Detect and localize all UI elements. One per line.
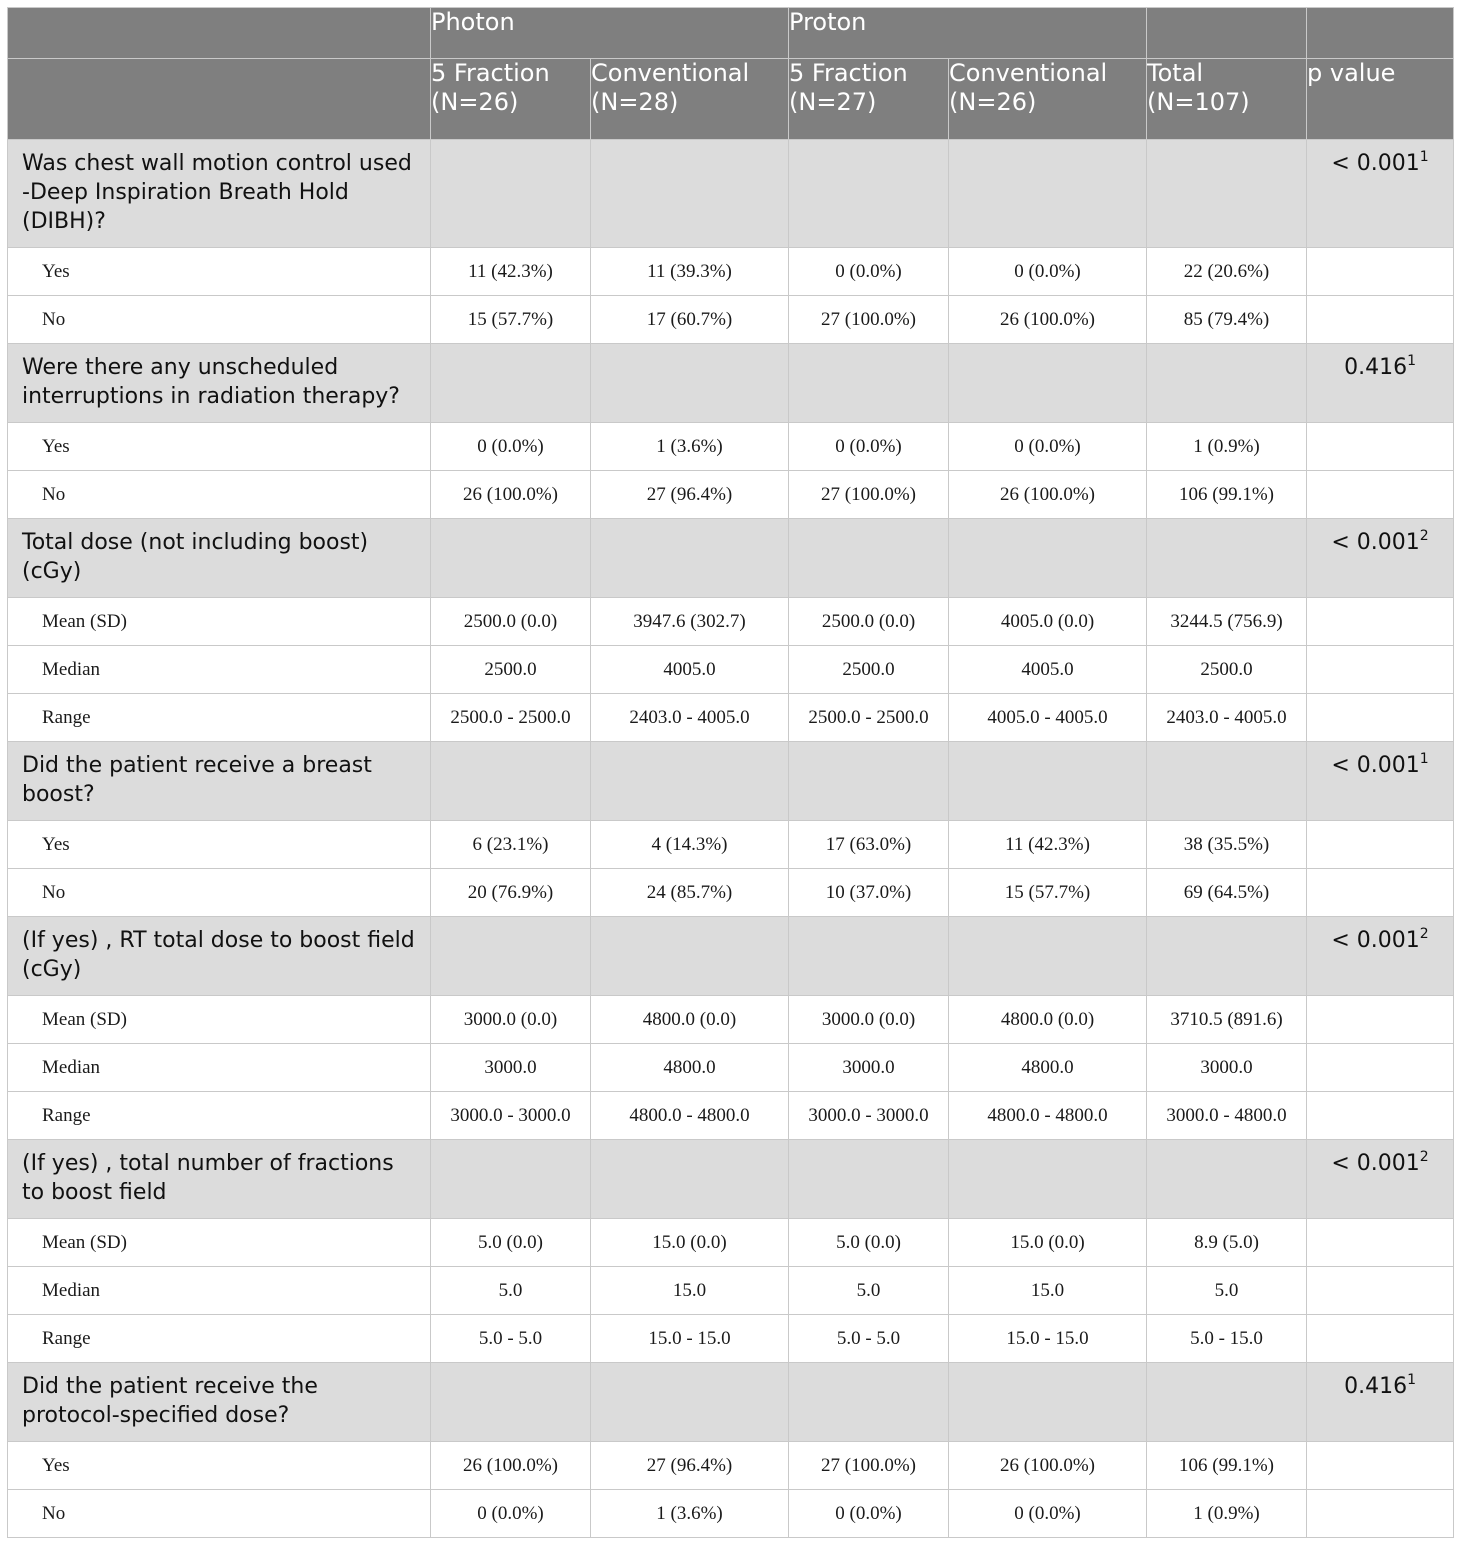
table-cell: 3000.0 (0.0) <box>431 996 591 1044</box>
p-value-empty-cell <box>1307 694 1454 742</box>
row-label: Mean (SD) <box>8 598 431 646</box>
question-label: Were there any unscheduled interruptions in radiation therapy? <box>8 344 431 423</box>
row-label: Median <box>8 1044 431 1092</box>
table-cell: 3000.0 - 4800.0 <box>1147 1092 1307 1140</box>
question-empty-cell <box>591 519 789 598</box>
p-value-footnote-marker: 1 <box>1407 353 1416 369</box>
table-cell: 4005.0 <box>591 646 789 694</box>
table-row <box>8 996 1454 1044</box>
question-label: (If yes) , RT total dose to boost field (cGy) <box>8 917 431 996</box>
table-cell: 4005.0 (0.0) <box>949 598 1147 646</box>
p-value-cell <box>1307 917 1454 996</box>
question-label: Did the patient receive a breast boost? <box>8 742 431 821</box>
table-cell: 24 (85.7%) <box>591 869 789 917</box>
table-cell: 0 (0.0%) <box>789 423 949 471</box>
table-cell: 0 (0.0%) <box>431 423 591 471</box>
row-label: Median <box>8 646 431 694</box>
header-col-proton-5-fraction: 5 Fraction (N=27) <box>789 59 949 140</box>
p-value-empty-cell <box>1307 1315 1454 1363</box>
table-cell: 4800.0 - 4800.0 <box>591 1092 789 1140</box>
p-value-footnote-marker: 2 <box>1419 926 1429 942</box>
row-label: No <box>8 296 431 344</box>
header-empty-cell <box>8 8 431 59</box>
question-row <box>8 344 1454 423</box>
table-cell: 5.0 (0.0) <box>431 1219 591 1267</box>
header-empty-cell <box>1147 8 1307 59</box>
header-col-photon-5-fraction: 5 Fraction (N=26) <box>431 59 591 140</box>
header-group-proton: Proton <box>789 8 1147 59</box>
header-col-proton-conventional: Conventional (N=26) <box>949 59 1147 140</box>
table-cell: 11 (42.3%) <box>431 248 591 296</box>
question-empty-cell <box>591 742 789 821</box>
results-table <box>7 7 1454 1538</box>
question-empty-cell <box>591 917 789 996</box>
p-value-empty-cell <box>1307 1267 1454 1315</box>
table-cell: 27 (96.4%) <box>591 1442 789 1490</box>
header-group-photon: Photon <box>431 8 789 59</box>
table-row <box>8 1044 1454 1092</box>
p-value-empty-cell <box>1307 248 1454 296</box>
table-cell: 3000.0 - 3000.0 <box>789 1092 949 1140</box>
question-empty-cell <box>789 140 949 248</box>
question-empty-cell <box>949 140 1147 248</box>
table-cell: 5.0 (0.0) <box>789 1219 949 1267</box>
question-empty-cell <box>789 742 949 821</box>
table-cell: 15.0 - 15.0 <box>949 1315 1147 1363</box>
table-row <box>8 821 1454 869</box>
table-cell: 10 (37.0%) <box>789 869 949 917</box>
table-cell: 4800.0 <box>949 1044 1147 1092</box>
question-empty-cell <box>789 344 949 423</box>
row-label: Range <box>8 1092 431 1140</box>
table-cell: 2500.0 <box>1147 646 1307 694</box>
p-value: < 0.001 <box>1331 1151 1420 1176</box>
table-cell: 2500.0 - 2500.0 <box>431 694 591 742</box>
p-value-empty-cell <box>1307 423 1454 471</box>
question-empty-cell <box>1147 917 1307 996</box>
p-value-empty-cell <box>1307 1044 1454 1092</box>
table-cell: 26 (100.0%) <box>949 1442 1147 1490</box>
row-label: No <box>8 471 431 519</box>
question-empty-cell <box>789 1363 949 1442</box>
table-cell: 106 (99.1%) <box>1147 1442 1307 1490</box>
table-row <box>8 1490 1454 1538</box>
table-row <box>8 1092 1454 1140</box>
table-row <box>8 296 1454 344</box>
table-cell: 26 (100.0%) <box>949 471 1147 519</box>
table-cell: 5.0 <box>431 1267 591 1315</box>
table-cell: 22 (20.6%) <box>1147 248 1307 296</box>
question-row <box>8 140 1454 248</box>
table-cell: 26 (100.0%) <box>431 471 591 519</box>
question-empty-cell <box>431 917 591 996</box>
question-empty-cell <box>949 1140 1147 1219</box>
row-label: No <box>8 1490 431 1538</box>
question-empty-cell <box>591 140 789 248</box>
question-empty-cell <box>1147 1363 1307 1442</box>
p-value-empty-cell <box>1307 821 1454 869</box>
question-empty-cell <box>1147 519 1307 598</box>
header-col-photon-conventional: Conventional (N=28) <box>591 59 789 140</box>
table-cell: 3710.5 (891.6) <box>1147 996 1307 1044</box>
p-value-empty-cell <box>1307 471 1454 519</box>
p-value-cell <box>1307 1140 1454 1219</box>
question-row <box>8 519 1454 598</box>
row-label: Yes <box>8 1442 431 1490</box>
table-cell: 0 (0.0%) <box>789 1490 949 1538</box>
table-cell: 2500.0 <box>431 646 591 694</box>
table-row <box>8 248 1454 296</box>
table-row <box>8 694 1454 742</box>
table-row <box>8 1219 1454 1267</box>
question-empty-cell <box>591 1140 789 1219</box>
table-cell: 27 (100.0%) <box>789 1442 949 1490</box>
question-empty-cell <box>949 742 1147 821</box>
question-empty-cell <box>431 140 591 248</box>
table-cell: 27 (100.0%) <box>789 296 949 344</box>
table-cell: 0 (0.0%) <box>949 248 1147 296</box>
question-label: (If yes) , total number of fractions to boost field <box>8 1140 431 1219</box>
question-label: Did the patient receive the protocol-specified dose? <box>8 1363 431 1442</box>
table-cell: 106 (99.1%) <box>1147 471 1307 519</box>
p-value-cell <box>1307 519 1454 598</box>
p-value-cell <box>1307 140 1454 248</box>
question-empty-cell <box>431 742 591 821</box>
p-value-cell <box>1307 344 1454 423</box>
table-cell: 85 (79.4%) <box>1147 296 1307 344</box>
question-label: Total dose (not including boost) (cGy) <box>8 519 431 598</box>
table-cell: 11 (39.3%) <box>591 248 789 296</box>
p-value-footnote-marker: 1 <box>1419 751 1429 767</box>
table-cell: 15.0 - 15.0 <box>591 1315 789 1363</box>
table-cell: 38 (35.5%) <box>1147 821 1307 869</box>
table-cell: 2500.0 <box>789 646 949 694</box>
table-row <box>8 869 1454 917</box>
table-cell: 0 (0.0%) <box>949 423 1147 471</box>
p-value-empty-cell <box>1307 1490 1454 1538</box>
table-cell: 4005.0 <box>949 646 1147 694</box>
question-empty-cell <box>789 519 949 598</box>
table-cell: 27 (96.4%) <box>591 471 789 519</box>
table-cell: 15.0 <box>949 1267 1147 1315</box>
table-cell: 1 (3.6%) <box>591 423 789 471</box>
question-empty-cell <box>431 344 591 423</box>
table-cell: 4800.0 <box>591 1044 789 1092</box>
table-body <box>8 140 1454 1538</box>
question-empty-cell <box>1147 140 1307 248</box>
table-cell: 3947.6 (302.7) <box>591 598 789 646</box>
p-value: < 0.001 <box>1331 151 1420 176</box>
table-cell: 0 (0.0%) <box>431 1490 591 1538</box>
table-cell: 3000.0 (0.0) <box>789 996 949 1044</box>
table-cell: 4800.0 (0.0) <box>949 996 1147 1044</box>
table-cell: 26 (100.0%) <box>949 296 1147 344</box>
row-label: Mean (SD) <box>8 996 431 1044</box>
table-cell: 5.0 <box>789 1267 949 1315</box>
table-cell: 15 (57.7%) <box>431 296 591 344</box>
header-col-total: Total (N=107) <box>1147 59 1307 140</box>
header-empty-cell <box>1307 8 1454 59</box>
p-value: 0.416 <box>1344 1374 1408 1399</box>
table-row <box>8 1267 1454 1315</box>
table-row <box>8 646 1454 694</box>
table-cell: 2403.0 - 4005.0 <box>1147 694 1307 742</box>
row-label: Yes <box>8 821 431 869</box>
table-row <box>8 471 1454 519</box>
table-cell: 15.0 (0.0) <box>949 1219 1147 1267</box>
question-empty-cell <box>431 519 591 598</box>
question-empty-cell <box>1147 344 1307 423</box>
table-cell: 3244.5 (756.9) <box>1147 598 1307 646</box>
row-label: Median <box>8 1267 431 1315</box>
row-label: No <box>8 869 431 917</box>
header-group-row <box>8 8 1454 59</box>
question-empty-cell <box>949 519 1147 598</box>
table-cell: 17 (60.7%) <box>591 296 789 344</box>
p-value-empty-cell <box>1307 598 1454 646</box>
table-cell: 11 (42.3%) <box>949 821 1147 869</box>
table-cell: 5.0 - 5.0 <box>431 1315 591 1363</box>
table-cell: 4800.0 (0.0) <box>591 996 789 1044</box>
p-value-empty-cell <box>1307 996 1454 1044</box>
table-cell: 15 (57.7%) <box>949 869 1147 917</box>
table-cell: 5.0 <box>1147 1267 1307 1315</box>
table-cell: 17 (63.0%) <box>789 821 949 869</box>
table-cell: 3000.0 <box>789 1044 949 1092</box>
p-value-footnote-marker: 2 <box>1419 1149 1429 1165</box>
question-empty-cell <box>949 1363 1147 1442</box>
header-col-p-value: p value <box>1307 59 1454 140</box>
p-value-footnote-marker: 1 <box>1407 1372 1416 1388</box>
p-value-footnote-marker: 2 <box>1419 528 1429 544</box>
p-value-empty-cell <box>1307 1092 1454 1140</box>
table-cell: 2403.0 - 4005.0 <box>591 694 789 742</box>
p-value-empty-cell <box>1307 1442 1454 1490</box>
p-value: < 0.001 <box>1331 928 1420 953</box>
question-row <box>8 1140 1454 1219</box>
table-row <box>8 598 1454 646</box>
table-cell: 0 (0.0%) <box>949 1490 1147 1538</box>
row-label: Range <box>8 694 431 742</box>
p-value-footnote-marker: 1 <box>1419 149 1429 165</box>
header-column-row <box>8 59 1454 140</box>
table-cell: 3000.0 <box>431 1044 591 1092</box>
row-label: Yes <box>8 248 431 296</box>
table-cell: 3000.0 - 3000.0 <box>431 1092 591 1140</box>
row-label: Mean (SD) <box>8 1219 431 1267</box>
table-cell: 4 (14.3%) <box>591 821 789 869</box>
row-label: Yes <box>8 423 431 471</box>
table-cell: 8.9 (5.0) <box>1147 1219 1307 1267</box>
p-value-empty-cell <box>1307 296 1454 344</box>
question-empty-cell <box>591 344 789 423</box>
table-cell: 2500.0 (0.0) <box>789 598 949 646</box>
question-empty-cell <box>949 344 1147 423</box>
table-cell: 6 (23.1%) <box>431 821 591 869</box>
p-value: < 0.001 <box>1331 530 1420 555</box>
question-row <box>8 742 1454 821</box>
table-cell: 26 (100.0%) <box>431 1442 591 1490</box>
table-cell: 3000.0 <box>1147 1044 1307 1092</box>
table-cell: 15.0 <box>591 1267 789 1315</box>
table-cell: 2500.0 - 2500.0 <box>789 694 949 742</box>
table-row <box>8 1442 1454 1490</box>
table-cell: 2500.0 (0.0) <box>431 598 591 646</box>
p-value: < 0.001 <box>1331 753 1420 778</box>
table-cell: 20 (76.9%) <box>431 869 591 917</box>
question-row <box>8 1363 1454 1442</box>
question-empty-cell <box>789 1140 949 1219</box>
question-empty-cell <box>949 917 1147 996</box>
table-row <box>8 423 1454 471</box>
question-row <box>8 917 1454 996</box>
question-empty-cell <box>1147 1140 1307 1219</box>
table-cell: 1 (0.9%) <box>1147 1490 1307 1538</box>
question-label: Was chest wall motion control used -Deep Inspiration Breath Hold (DIBH)? <box>8 140 431 248</box>
p-value: 0.416 <box>1344 355 1408 380</box>
table-cell: 0 (0.0%) <box>789 248 949 296</box>
question-empty-cell <box>431 1140 591 1219</box>
p-value-empty-cell <box>1307 646 1454 694</box>
table-cell: 4005.0 - 4005.0 <box>949 694 1147 742</box>
table-cell: 4800.0 - 4800.0 <box>949 1092 1147 1140</box>
question-empty-cell <box>1147 742 1307 821</box>
table-row <box>8 1315 1454 1363</box>
question-empty-cell <box>789 917 949 996</box>
question-empty-cell <box>591 1363 789 1442</box>
table-cell: 1 (3.6%) <box>591 1490 789 1538</box>
table-cell: 69 (64.5%) <box>1147 869 1307 917</box>
p-value-empty-cell <box>1307 1219 1454 1267</box>
table-cell: 1 (0.9%) <box>1147 423 1307 471</box>
p-value-cell <box>1307 1363 1454 1442</box>
table-cell: 5.0 - 15.0 <box>1147 1315 1307 1363</box>
table-cell: 27 (100.0%) <box>789 471 949 519</box>
p-value-empty-cell <box>1307 869 1454 917</box>
header-empty-cell <box>8 59 431 140</box>
p-value-cell <box>1307 742 1454 821</box>
table-cell: 15.0 (0.0) <box>591 1219 789 1267</box>
question-empty-cell <box>431 1363 591 1442</box>
row-label: Range <box>8 1315 431 1363</box>
table-cell: 5.0 - 5.0 <box>789 1315 949 1363</box>
